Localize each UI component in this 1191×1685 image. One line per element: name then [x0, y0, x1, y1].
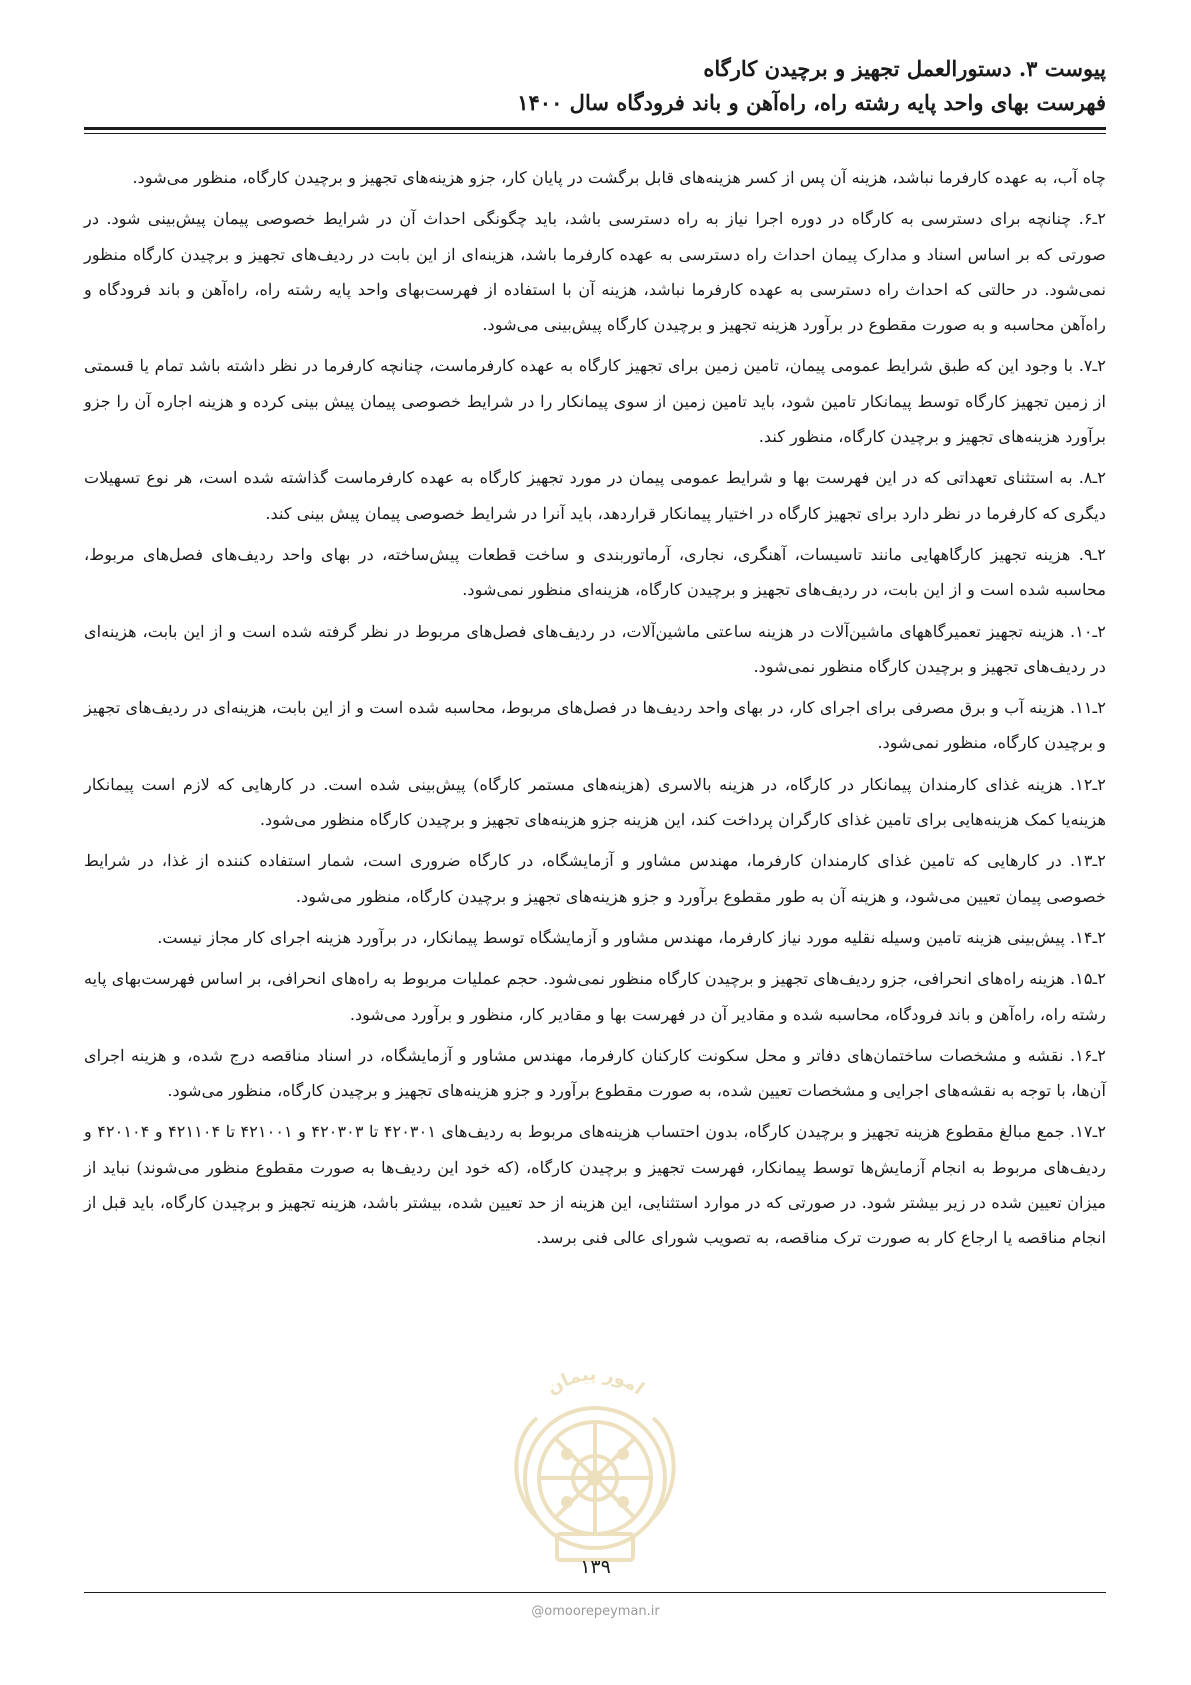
paragraph-2-6: ۲ـ۶. چنانچه برای دسترسی به کارگاه در دوره اجرا نیاز به راه دسترسی باشد، باید چگونگی احداث آن در شرایط خصوصی پیمان پیش‌بینی شود. در صورتی که بر اساس اسناد و مدارک پیمان احداث راه دسترسی به عهده کارفرما باشد، هزینه‌ای از این بابت در ردیف‌های تجهیز و برچیدن کارگاه منظور نمی‌شود. در حالتی که احداث راه دسترسی به عهده کارفرما نباشد، هزینه آن با استفاده از فهرست‌بهای واحد پایه رشته راه، راه‌آهن و باند فرودگاه و راه‌آهن محاسبه و به صورت مقطوع در برآورد هزینه تجهیز و برچیدن کارگاه پیش‌بینی می‌شود. — [84, 209, 1106, 335]
header-subtitle: فهرست بهای واحد پایه رشته راه، راه‌آهن و باند فرودگاه سال ۱۴۰۰ — [517, 90, 1106, 115]
header-title: پیوست ۳. دستورالعمل تجهیز و برچیدن کارگاه — [703, 56, 1106, 81]
watermark-seal-icon — [497, 1328, 693, 1578]
header-rule-thick — [84, 127, 1106, 130]
paragraph-2-7: ۲ـ۷. با وجود این که طبق شرایط عمومی پیمان، تامین زمین برای تجهیز کارگاه به عهده کارفرماست، چنانچه کارفرما در نظر داشته باشد تمام یا قسمتی از زمین تجهیز کارگاه توسط پیمانکار تامین شود، باید تامین زمین از سوی پیمانکار را در شرایط خصوصی پیمان پیش بینی کرده و هزینه اجاره آن را جزو برآورد هزینه‌های تجهیز و برچیدن کارگاه، منظور کند. — [84, 356, 1106, 447]
paragraph-2-16: ۲ـ۱۶. نقشه و مشخصات ساختمان‌های دفاتر و محل سکونت کارکنان کارفرما، مهندس مشاور و آزمایشگاه، در اسناد مناقصه درج شده، و هزینه اجرای آن‌ها، با توجه به نقشه‌های اجرایی و مشخصات تعیین شده، به صورت مقطوع برآورد و جزو هزینه‌های تجهیز و برچیدن کارگاه، منظور می‌شود. — [84, 1045, 1106, 1101]
paragraph-2-11: ۲ـ۱۱. هزینه آب و برق مصرفی برای اجرای کار، در بهای واحد ردیف‌ها در فصل‌های مربوط، محاسبه شده است و از این بابت، هزینه‌ای در ردیف‌های تجهیز و برچیدن کارگاه، منظور نمی‌شود. — [84, 698, 1106, 753]
paragraph-2-12: ۲ـ۱۲. هزینه غذای کارمندان پیمانکار در کارگاه، در هزینه بالاسری (هزینه‌های مستمر کارگاه) پیش‌بینی شده است. در کارهایی که لازم است پیمانکار هزینه‌یا کمک هزینه‌هایی برای تامین غذای کارگران پرداخت کند، این هزینه جزو هزینه‌های تجهیز و برچیدن کارگاه منظور می‌شود. — [84, 774, 1106, 830]
document-body — [84, 160, 1106, 1262]
page-header — [84, 52, 1106, 120]
paragraph-2-9: ۲ـ۹. هزینه تجهیز کارگاههایی مانند تاسیسات، آهنگری، نجاری، آرماتوربندی و ساخت قطعات پیش‌ساخته، در بهای واحد ردیف‌های فصل‌های مربوط، محاسبه شده است و از این بابت، در ردیف‌های تجهیز و برچیدن کارگاه، هزینه‌ای منظور نمی‌شود. — [84, 544, 1106, 600]
paragraph-2-10: ۲ـ۱۰. هزینه تجهیز تعمیرگاههای ماشین‌آلات در هزینه ساعتی ماشین‌آلات، در ردیف‌های فصل‌های مربوط در نظر گرفته شده است و از این بابت، هزینه‌ای در ردیف‌های تجهیز و برچیدن کارگاه منظور نمی‌شود. — [84, 621, 1106, 676]
paragraph-2-15: ۲ـ۱۵. هزینه راه‌های انحرافی، جزو ردیف‌های تجهیز و برچیدن کارگاه منظور نمی‌شود. حجم عملیات مربوط به راه‌های انحرافی، بر اساس فهرست‌بهای پایه رشته راه، راه‌آهن و باند فرودگاه، محاسبه شده و مقادیر آن در فهرست بها و مقادیر کار، منظور و برآورد می‌شود. — [84, 969, 1106, 1024]
paragraph-2-17: ۲ـ۱۷. جمع مبالغ مقطوع هزینه تجهیز و برچیدن کارگاه، بدون احتساب هزینه‌های مربوط به ردیف‌های ۴۲۰۳۰۱ تا ۴۲۰۳۰۳ و ۴۲۱۰۰۱ تا ۴۲۱۱۰۴ و ۴۲۰۱۰۴ و ردیف‌های مربوط به انجام آزمایش‌ها توسط پیمانکار، فهرست تجهیز و برچیدن کارگاه، (که خود این ردیف‌ها به صورت مقطوع منظور می‌شوند) نباید از میزان تعیین شده در زیر بیشتر شود. در صورتی که در موارد استثنایی، این هزینه از حد تعیین شده، بیشتر باشد، هزینه تجهیز و برچیدن کارگاه، باید قبل از انجام مناقصه یا ارجاع کار به صورت ترک مناقصه، به تصویب شورای عالی فنی برسد. — [84, 1122, 1107, 1248]
svg-text:امور پیمان: امور پیمان — [542, 1363, 648, 1400]
header-rule-thin — [84, 133, 1106, 134]
page-number: ۱۳۹ — [580, 1556, 611, 1578]
footer-rule — [84, 1592, 1106, 1593]
paragraph-2-14: ۲ـ۱۴. پیش‌بینی هزینه تامین وسیله نقلیه مورد نیاز کارفرما، مهندس مشاور و آزمایشگاه توسط پیمانکار، در برآورد هزینه اجرای کار مجاز نیست. — [157, 927, 1106, 947]
paragraph-continued: چاه آب، به عهده کارفرما نباشد، هزینه آن پس از کسر هزینه‌های قابل برگشت در پایان کار، جزو هزینه‌های تجهیز و برچیدن کارگاه، منظور می‌شود. — [132, 168, 1106, 187]
paragraph-2-13: ۲ـ۱۳. در کارهایی که تامین غذای کارمندان کارفرما، مهندس مشاور و آزمایشگاه، در کارگاه ضروری است، شمار استفاده کننده از غذا، در شرایط خصوصی پیمان تعیین می‌شود، و هزینه آن به طور مقطوع برآورد و جزو هزینه‌های تجهیز و برچیدن کارگاه، منظور می‌شود. — [84, 851, 1106, 906]
paragraph-2-8: ۲ـ۸. به استثنای تعهداتی که در این فهرست بها و شرایط عمومی پیمان در مورد تجهیز کارگاه به عهده کارفرماست گذاشته شده است، هر نوع تسهیلات دیگری که کارفرما در نظر دارد برای تجهیز کارگاه در اختیار پیمانکار قراردهد، باید آنرا در شرایط خصوصی پیمان پیش بینی کند. — [84, 468, 1106, 523]
footer-site-link[interactable]: @omoorepeyman.ir — [531, 1604, 660, 1619]
